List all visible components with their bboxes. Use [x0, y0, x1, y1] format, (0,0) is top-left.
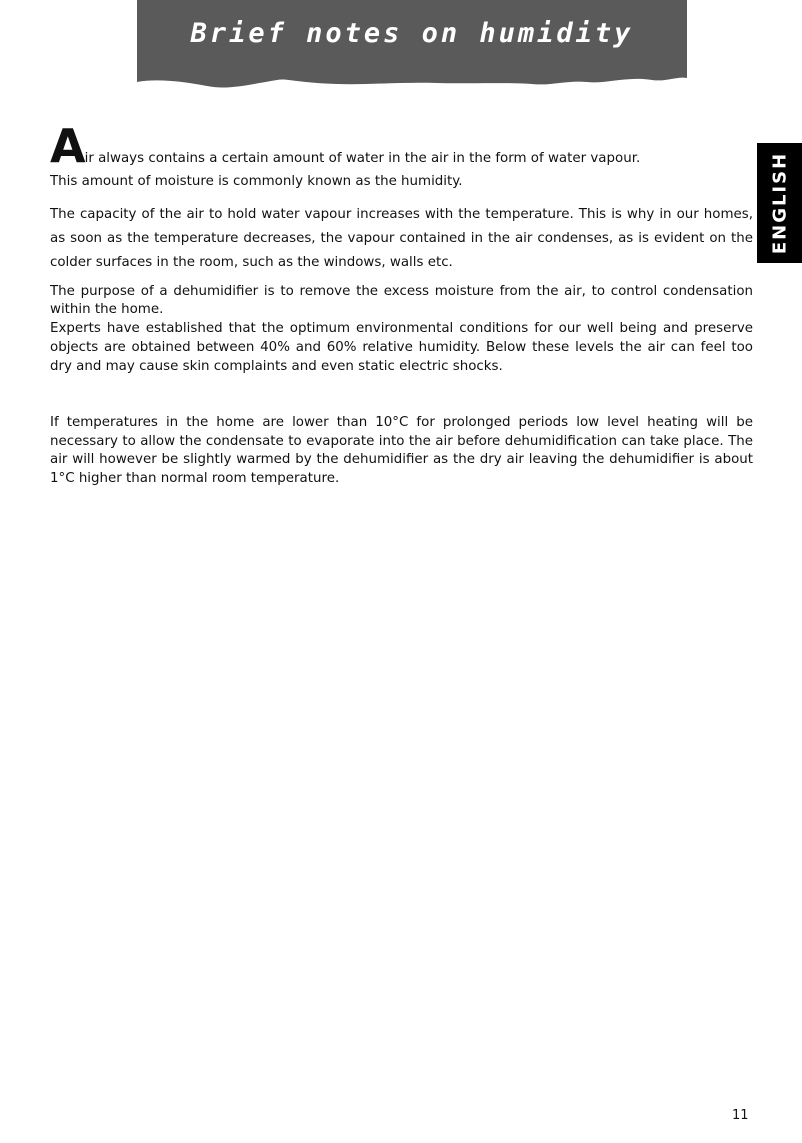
title-banner: [137, 0, 687, 92]
paragraph-purpose: The purpose of a dehumidifier is to remove the excess moisture from the air, to control condensation within the home.: [50, 284, 753, 317]
paragraph-capacity: The capacity of the air to hold water vapour increases with the temperature. This is why in our homes, as soon as the temperature decreases, the vapour contained in the air condenses, as is evident on the colder surfaces in the room, such as the windows, walls etc.: [50, 207, 753, 270]
language-label: ENGLISH: [769, 151, 790, 255]
page-number: 11: [732, 1108, 749, 1123]
page-title: Brief notes on humidity: [190, 18, 634, 49]
intro-line-2: This amount of moisture is commonly known as the humidity.: [50, 174, 463, 189]
intro-paragraph: [50, 119, 753, 193]
intro-line-1: ir always contains a certain amount of water in the air in the form of water vapour.: [84, 151, 641, 166]
paragraph-temperature: If temperatures in the home are lower than 10°C for prolonged periods low level heating will be necessary to allow the condensate to evaporate into the air before dehumidification can take place. The air will however be slightly warmed by the dehumidifier as the dry air leaving the dehumidifier is about 1°C higher than normal room temperature.: [50, 415, 753, 486]
body-text: [50, 119, 753, 488]
language-tab: [757, 143, 802, 263]
paragraph-experts: Experts have established that the optimum environmental conditions for our well being and preserve objects are obtained between 40% and 60% relative humidity. Below these levels the air can feel too dry and may cause skin complaints and even static electric shocks.: [50, 321, 753, 374]
drop-cap: A: [50, 119, 85, 173]
